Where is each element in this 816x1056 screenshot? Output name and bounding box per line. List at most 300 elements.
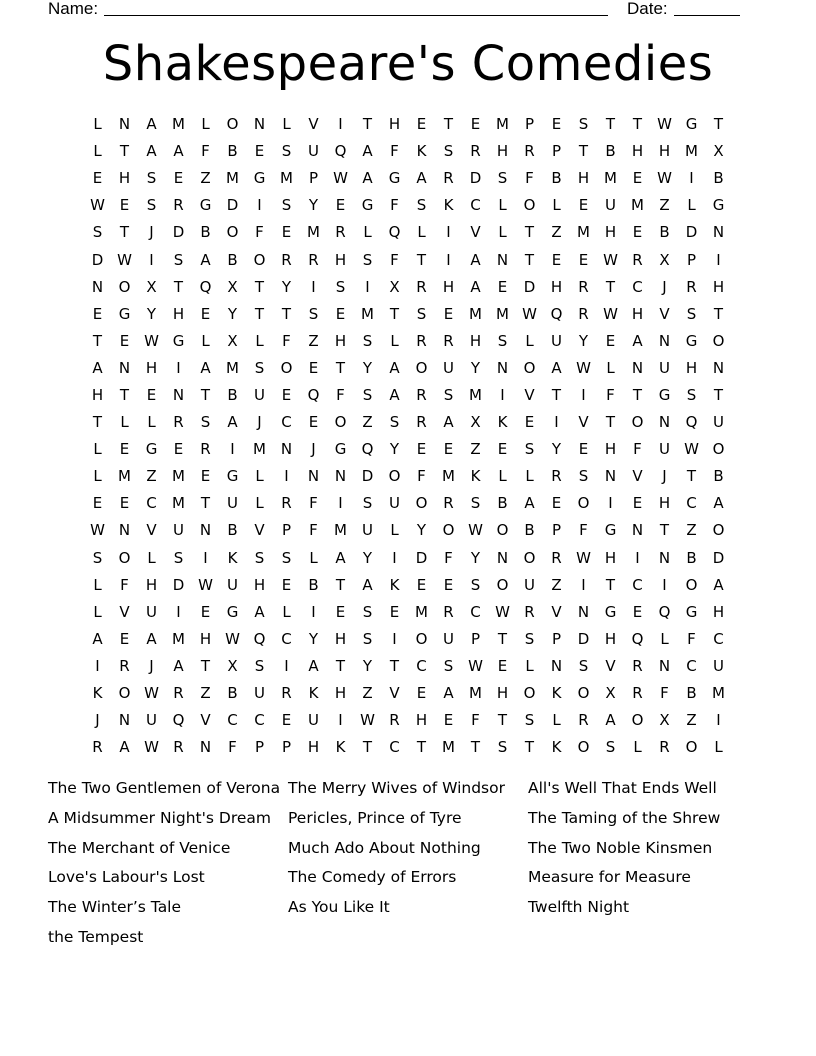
grid-cell: A <box>551 358 562 377</box>
grid-cell: Y <box>281 277 292 296</box>
grid-cell: T <box>605 413 616 432</box>
date-label: Date: <box>627 0 668 18</box>
grid-cell: X <box>659 711 670 730</box>
grid-cell: U <box>713 413 724 432</box>
grid-row <box>84 192 732 219</box>
grid-cell: F <box>633 440 642 459</box>
grid-cell: H <box>550 277 563 296</box>
grid-cell: H <box>172 304 185 323</box>
grid-cell: S <box>362 629 373 648</box>
grid-cell: R <box>308 250 319 269</box>
grid-cell: T <box>389 656 400 675</box>
grid-cell: F <box>201 142 210 161</box>
grid-cell: P <box>308 169 319 188</box>
grid-cell: D <box>361 467 374 486</box>
grid-cell: L <box>498 467 507 486</box>
grid-cell: T <box>335 656 346 675</box>
grid-cell: E <box>578 440 589 459</box>
grid-cell: U <box>443 629 454 648</box>
grid-cell: W <box>576 548 591 567</box>
grid-cell: T <box>524 738 535 757</box>
grid-row <box>84 680 732 707</box>
grid-cell: B <box>686 548 697 567</box>
grid-cell: O <box>631 413 644 432</box>
grid-cell: R <box>416 331 427 350</box>
grid-cell: I <box>662 575 667 594</box>
grid-row <box>84 490 732 517</box>
grid-cell: L <box>282 115 291 134</box>
grid-cell: L <box>93 602 102 621</box>
grid-cell: K <box>497 413 508 432</box>
grid-cell: L <box>498 196 507 215</box>
grid-cell: I <box>392 629 397 648</box>
grid-cell: Z <box>200 684 211 703</box>
grid-cell: S <box>686 304 697 323</box>
grid-cell: G <box>172 331 185 350</box>
grid-cell: Q <box>307 385 320 404</box>
grid-cell: P <box>551 142 562 161</box>
grid-cell: L <box>93 467 102 486</box>
grid-cell: T <box>200 385 211 404</box>
grid-cell: N <box>658 548 671 567</box>
grid-cell: G <box>118 304 131 323</box>
grid-cell: L <box>120 413 129 432</box>
word-list-item: The Taming of the Shrew <box>528 808 721 827</box>
grid-cell: U <box>659 440 670 459</box>
grid-cell: N <box>199 738 212 757</box>
grid-cell: R <box>281 250 292 269</box>
grid-cell: R <box>416 277 427 296</box>
grid-cell: T <box>119 142 130 161</box>
grid-cell: R <box>443 494 454 513</box>
grid-row <box>84 572 732 599</box>
word-list-item: The Two Noble Kinsmen <box>528 838 713 857</box>
grid-cell: J <box>662 467 667 486</box>
grid-cell: I <box>311 602 316 621</box>
grid-cell: S <box>497 169 508 188</box>
grid-cell: R <box>551 548 562 567</box>
grid-cell: S <box>281 196 292 215</box>
grid-row <box>84 138 732 165</box>
grid-cell: F <box>444 548 453 567</box>
grid-cell: U <box>524 575 535 594</box>
grid-cell: M <box>172 629 185 648</box>
grid-row <box>84 219 732 246</box>
grid-cell: I <box>95 656 100 675</box>
word-list <box>48 777 768 956</box>
grid-cell: H <box>604 548 617 567</box>
grid-cell: U <box>227 575 238 594</box>
grid-cell: Z <box>551 575 562 594</box>
grid-cell: Y <box>227 304 238 323</box>
letter-grid <box>84 111 732 761</box>
grid-cell: S <box>443 656 454 675</box>
grid-cell: R <box>578 304 589 323</box>
grid-cell: A <box>362 169 373 188</box>
grid-cell: R <box>335 223 346 242</box>
grid-cell: Y <box>416 521 427 540</box>
grid-cell: C <box>470 602 481 621</box>
grid-cell: H <box>334 629 347 648</box>
grid-cell: K <box>227 548 238 567</box>
grid-cell: A <box>443 684 454 703</box>
grid-cell: U <box>254 684 265 703</box>
grid-cell: R <box>173 684 184 703</box>
grid-cell: U <box>254 385 265 404</box>
grid-cell: O <box>523 684 536 703</box>
grid-cell: S <box>605 738 616 757</box>
grid-cell: D <box>415 548 428 567</box>
grid-cell: E <box>200 467 211 486</box>
grid-cell: J <box>149 656 154 675</box>
grid-cell: W <box>522 304 537 323</box>
grid-cell: A <box>713 575 724 594</box>
grid-cell: H <box>415 711 428 730</box>
grid-cell: H <box>334 250 347 269</box>
grid-cell: Q <box>199 277 212 296</box>
grid-cell: N <box>658 656 671 675</box>
grid-cell: O <box>523 548 536 567</box>
grid-cell: O <box>388 467 401 486</box>
grid-cell: T <box>713 385 724 404</box>
grid-cell: E <box>308 358 319 377</box>
grid-cell: S <box>254 548 265 567</box>
grid-cell: P <box>470 629 481 648</box>
grid-cell: E <box>281 711 292 730</box>
grid-cell: O <box>253 250 266 269</box>
word-list-item: Twelfth Night <box>528 898 630 917</box>
grid-cell: O <box>685 575 698 594</box>
grid-cell: C <box>227 711 238 730</box>
grid-cell: I <box>176 602 181 621</box>
grid-cell: X <box>146 277 157 296</box>
grid-cell: S <box>470 575 481 594</box>
grid-cell: O <box>496 575 509 594</box>
grid-cell: Q <box>361 440 374 459</box>
grid-cell: T <box>524 250 535 269</box>
grid-row <box>84 707 732 734</box>
grid-row <box>84 599 732 626</box>
grid-cell: Q <box>253 629 266 648</box>
grid-cell: T <box>659 521 670 540</box>
grid-cell: F <box>687 629 696 648</box>
grid-cell: O <box>226 115 239 134</box>
grid-cell: Y <box>308 196 319 215</box>
grid-cell: I <box>284 656 289 675</box>
grid-cell: I <box>203 548 208 567</box>
grid-cell: E <box>200 602 211 621</box>
grid-cell: A <box>389 385 400 404</box>
word-list-item: The Winter’s Tale <box>48 898 182 917</box>
grid-cell: A <box>713 494 724 513</box>
grid-cell: L <box>93 115 102 134</box>
grid-cell: P <box>281 521 292 540</box>
grid-cell: L <box>363 223 372 242</box>
grid-cell: H <box>253 575 266 594</box>
grid-cell: O <box>685 738 698 757</box>
grid-cell: M <box>361 304 374 323</box>
grid-cell: L <box>309 548 318 567</box>
grid-cell: Y <box>362 656 373 675</box>
grid-cell: I <box>392 548 397 567</box>
grid-cell: O <box>712 521 725 540</box>
grid-cell: C <box>470 196 481 215</box>
name-label: Name: <box>48 0 99 18</box>
grid-cell: H <box>604 223 617 242</box>
grid-cell: L <box>390 521 399 540</box>
grid-cell: S <box>362 331 373 350</box>
grid-cell: X <box>389 277 400 296</box>
grid-cell: M <box>496 115 509 134</box>
grid-cell: T <box>92 331 103 350</box>
grid-cell: T <box>416 738 427 757</box>
grid-cell: E <box>443 304 454 323</box>
grid-cell: L <box>93 575 102 594</box>
grid-cell: R <box>119 656 130 675</box>
grid-cell: S <box>308 304 319 323</box>
grid-cell: M <box>415 602 428 621</box>
grid-cell: T <box>281 304 292 323</box>
grid-cell: H <box>604 440 617 459</box>
grid-cell: W <box>468 521 483 540</box>
grid-cell: E <box>119 494 130 513</box>
grid-cell: H <box>334 331 347 350</box>
grid-cell: R <box>281 494 292 513</box>
grid-row <box>84 274 732 301</box>
grid-cell: A <box>146 142 157 161</box>
grid-cell: W <box>495 602 510 621</box>
grid-row <box>84 436 732 463</box>
grid-cell: D <box>91 250 104 269</box>
grid-cell: O <box>226 223 239 242</box>
grid-cell: W <box>360 711 375 730</box>
grid-cell: F <box>471 711 480 730</box>
grid-cell: E <box>470 115 481 134</box>
grid-cell: I <box>689 169 694 188</box>
grid-cell: C <box>632 277 643 296</box>
grid-cell: A <box>173 142 184 161</box>
grid-cell: W <box>90 521 105 540</box>
grid-cell: L <box>255 494 264 513</box>
grid-cell: A <box>470 277 481 296</box>
grid-cell: I <box>311 277 316 296</box>
grid-cell: Y <box>362 358 373 377</box>
grid-cell: R <box>470 142 481 161</box>
grid-cell: C <box>254 711 265 730</box>
grid-row <box>84 165 732 192</box>
grid-cell: U <box>146 711 157 730</box>
grid-cell: S <box>416 304 427 323</box>
grid-cell: B <box>227 684 238 703</box>
word-list-item: The Two Gentlemen of Verona <box>48 779 281 797</box>
grid-cell: S <box>281 548 292 567</box>
grid-cell: W <box>576 358 591 377</box>
grid-cell: Q <box>631 629 644 648</box>
word-list-item: Pericles, Prince of Tyre <box>288 808 462 827</box>
grid-cell: E <box>92 304 103 323</box>
grid-cell: L <box>552 196 561 215</box>
grid-cell: O <box>415 629 428 648</box>
grid-cell: W <box>90 196 105 215</box>
grid-cell: R <box>659 738 670 757</box>
grid-cell: L <box>552 711 561 730</box>
grid-cell: B <box>605 142 616 161</box>
grid-cell: N <box>118 115 131 134</box>
grid-cell: N <box>496 250 509 269</box>
grid-cell: S <box>362 602 373 621</box>
grid-cell: P <box>551 629 562 648</box>
grid-cell: E <box>497 440 508 459</box>
grid-cell: X <box>713 142 724 161</box>
grid-row <box>84 653 732 680</box>
grid-cell: T <box>335 358 346 377</box>
grid-cell: Z <box>686 521 697 540</box>
grid-cell: E <box>200 304 211 323</box>
grid-cell: P <box>281 738 292 757</box>
grid-cell: A <box>146 629 157 648</box>
grid-cell: H <box>604 629 617 648</box>
grid-cell: T <box>605 115 616 134</box>
grid-cell: S <box>443 385 454 404</box>
grid-cell: T <box>362 115 373 134</box>
grid-cell: H <box>91 385 104 404</box>
grid-cell: L <box>390 331 399 350</box>
grid-cell: O <box>415 358 428 377</box>
grid-row <box>84 246 732 273</box>
grid-cell: E <box>443 575 454 594</box>
grid-cell: E <box>335 196 346 215</box>
grid-cell: E <box>551 494 562 513</box>
grid-cell: T <box>443 115 454 134</box>
grid-cell: O <box>118 684 131 703</box>
grid-cell: V <box>578 413 589 432</box>
grid-cell: L <box>660 629 669 648</box>
grid-cell: V <box>551 602 562 621</box>
grid-cell: H <box>469 331 482 350</box>
grid-cell: A <box>362 142 373 161</box>
grid-cell: E <box>173 169 184 188</box>
grid-cell: L <box>633 738 642 757</box>
grid-cell: L <box>498 223 507 242</box>
grid-cell: R <box>551 467 562 486</box>
grid-cell: K <box>335 738 346 757</box>
grid-cell: N <box>631 358 644 377</box>
grid-cell: G <box>388 169 401 188</box>
grid-cell: H <box>388 115 401 134</box>
grid-cell: E <box>173 440 184 459</box>
grid-cell: S <box>173 250 184 269</box>
grid-cell: B <box>551 169 562 188</box>
word-list-item: Measure for Measure <box>528 868 691 887</box>
grid-cell: K <box>551 738 562 757</box>
grid-cell: H <box>145 358 158 377</box>
grid-cell: T <box>416 250 427 269</box>
grid-cell: S <box>416 196 427 215</box>
grid-cell: T <box>578 142 589 161</box>
grid-cell: I <box>176 358 181 377</box>
grid-cell: M <box>226 358 239 377</box>
grid-cell: O <box>118 277 131 296</box>
grid-cell: V <box>524 385 535 404</box>
grid-cell: F <box>282 331 291 350</box>
grid-cell: S <box>443 142 454 161</box>
grid-cell: L <box>93 142 102 161</box>
grid-cell: T <box>497 711 508 730</box>
grid-cell: W <box>225 629 240 648</box>
grid-cell: I <box>716 711 721 730</box>
grid-cell: A <box>362 575 373 594</box>
grid-cell: C <box>713 629 724 648</box>
grid-cell: I <box>635 548 640 567</box>
grid-cell: A <box>200 250 211 269</box>
grid-cell: C <box>686 656 697 675</box>
grid-cell: W <box>603 250 618 269</box>
grid-cell: T <box>254 277 265 296</box>
grid-cell: F <box>660 684 669 703</box>
grid-cell: T <box>335 575 346 594</box>
grid-cell: U <box>443 358 454 377</box>
grid-cell: H <box>199 629 212 648</box>
grid-cell: Y <box>578 331 589 350</box>
grid-cell: E <box>578 250 589 269</box>
grid-cell: I <box>230 440 235 459</box>
grid-cell: M <box>253 440 266 459</box>
grid-cell: O <box>334 413 347 432</box>
grid-cell: N <box>712 358 725 377</box>
grid-cell: B <box>713 169 724 188</box>
grid-cell: R <box>443 331 454 350</box>
grid-cell: Q <box>658 602 671 621</box>
grid-cell: T <box>119 223 130 242</box>
grid-cell: F <box>390 142 399 161</box>
grid-cell: R <box>173 196 184 215</box>
grid-cell: N <box>550 656 563 675</box>
grid-cell: M <box>172 115 185 134</box>
grid-cell: T <box>605 575 616 594</box>
word-list-item: All's Well That Ends Well <box>528 779 717 797</box>
grid-cell: D <box>469 169 482 188</box>
grid-cell: D <box>712 548 725 567</box>
grid-cell: H <box>658 494 671 513</box>
grid-cell: T <box>605 277 616 296</box>
grid-cell: T <box>362 738 373 757</box>
grid-cell: R <box>632 250 643 269</box>
grid-cell: G <box>334 440 347 459</box>
grid-cell: F <box>255 223 264 242</box>
grid-cell: I <box>338 711 343 730</box>
grid-cell: A <box>389 358 400 377</box>
grid-cell: U <box>362 521 373 540</box>
grid-cell: W <box>468 656 483 675</box>
word-list-item: Much Ado About Nothing <box>288 838 481 857</box>
grid-row <box>84 409 732 436</box>
grid-cell: Q <box>388 223 401 242</box>
grid-cell: Y <box>470 358 481 377</box>
grid-cell: E <box>416 684 427 703</box>
grid-cell: E <box>632 223 643 242</box>
grid-cell: D <box>577 629 590 648</box>
grid-cell: Z <box>362 684 373 703</box>
grid-cell: Z <box>686 711 697 730</box>
grid-cell: O <box>577 684 590 703</box>
grid-cell: A <box>470 250 481 269</box>
grid-cell: N <box>604 467 617 486</box>
grid-cell: C <box>146 494 157 513</box>
grid-cell: T <box>713 304 724 323</box>
grid-cell: Y <box>362 548 373 567</box>
grid-cell: Y <box>551 440 562 459</box>
grid-cell: E <box>578 196 589 215</box>
